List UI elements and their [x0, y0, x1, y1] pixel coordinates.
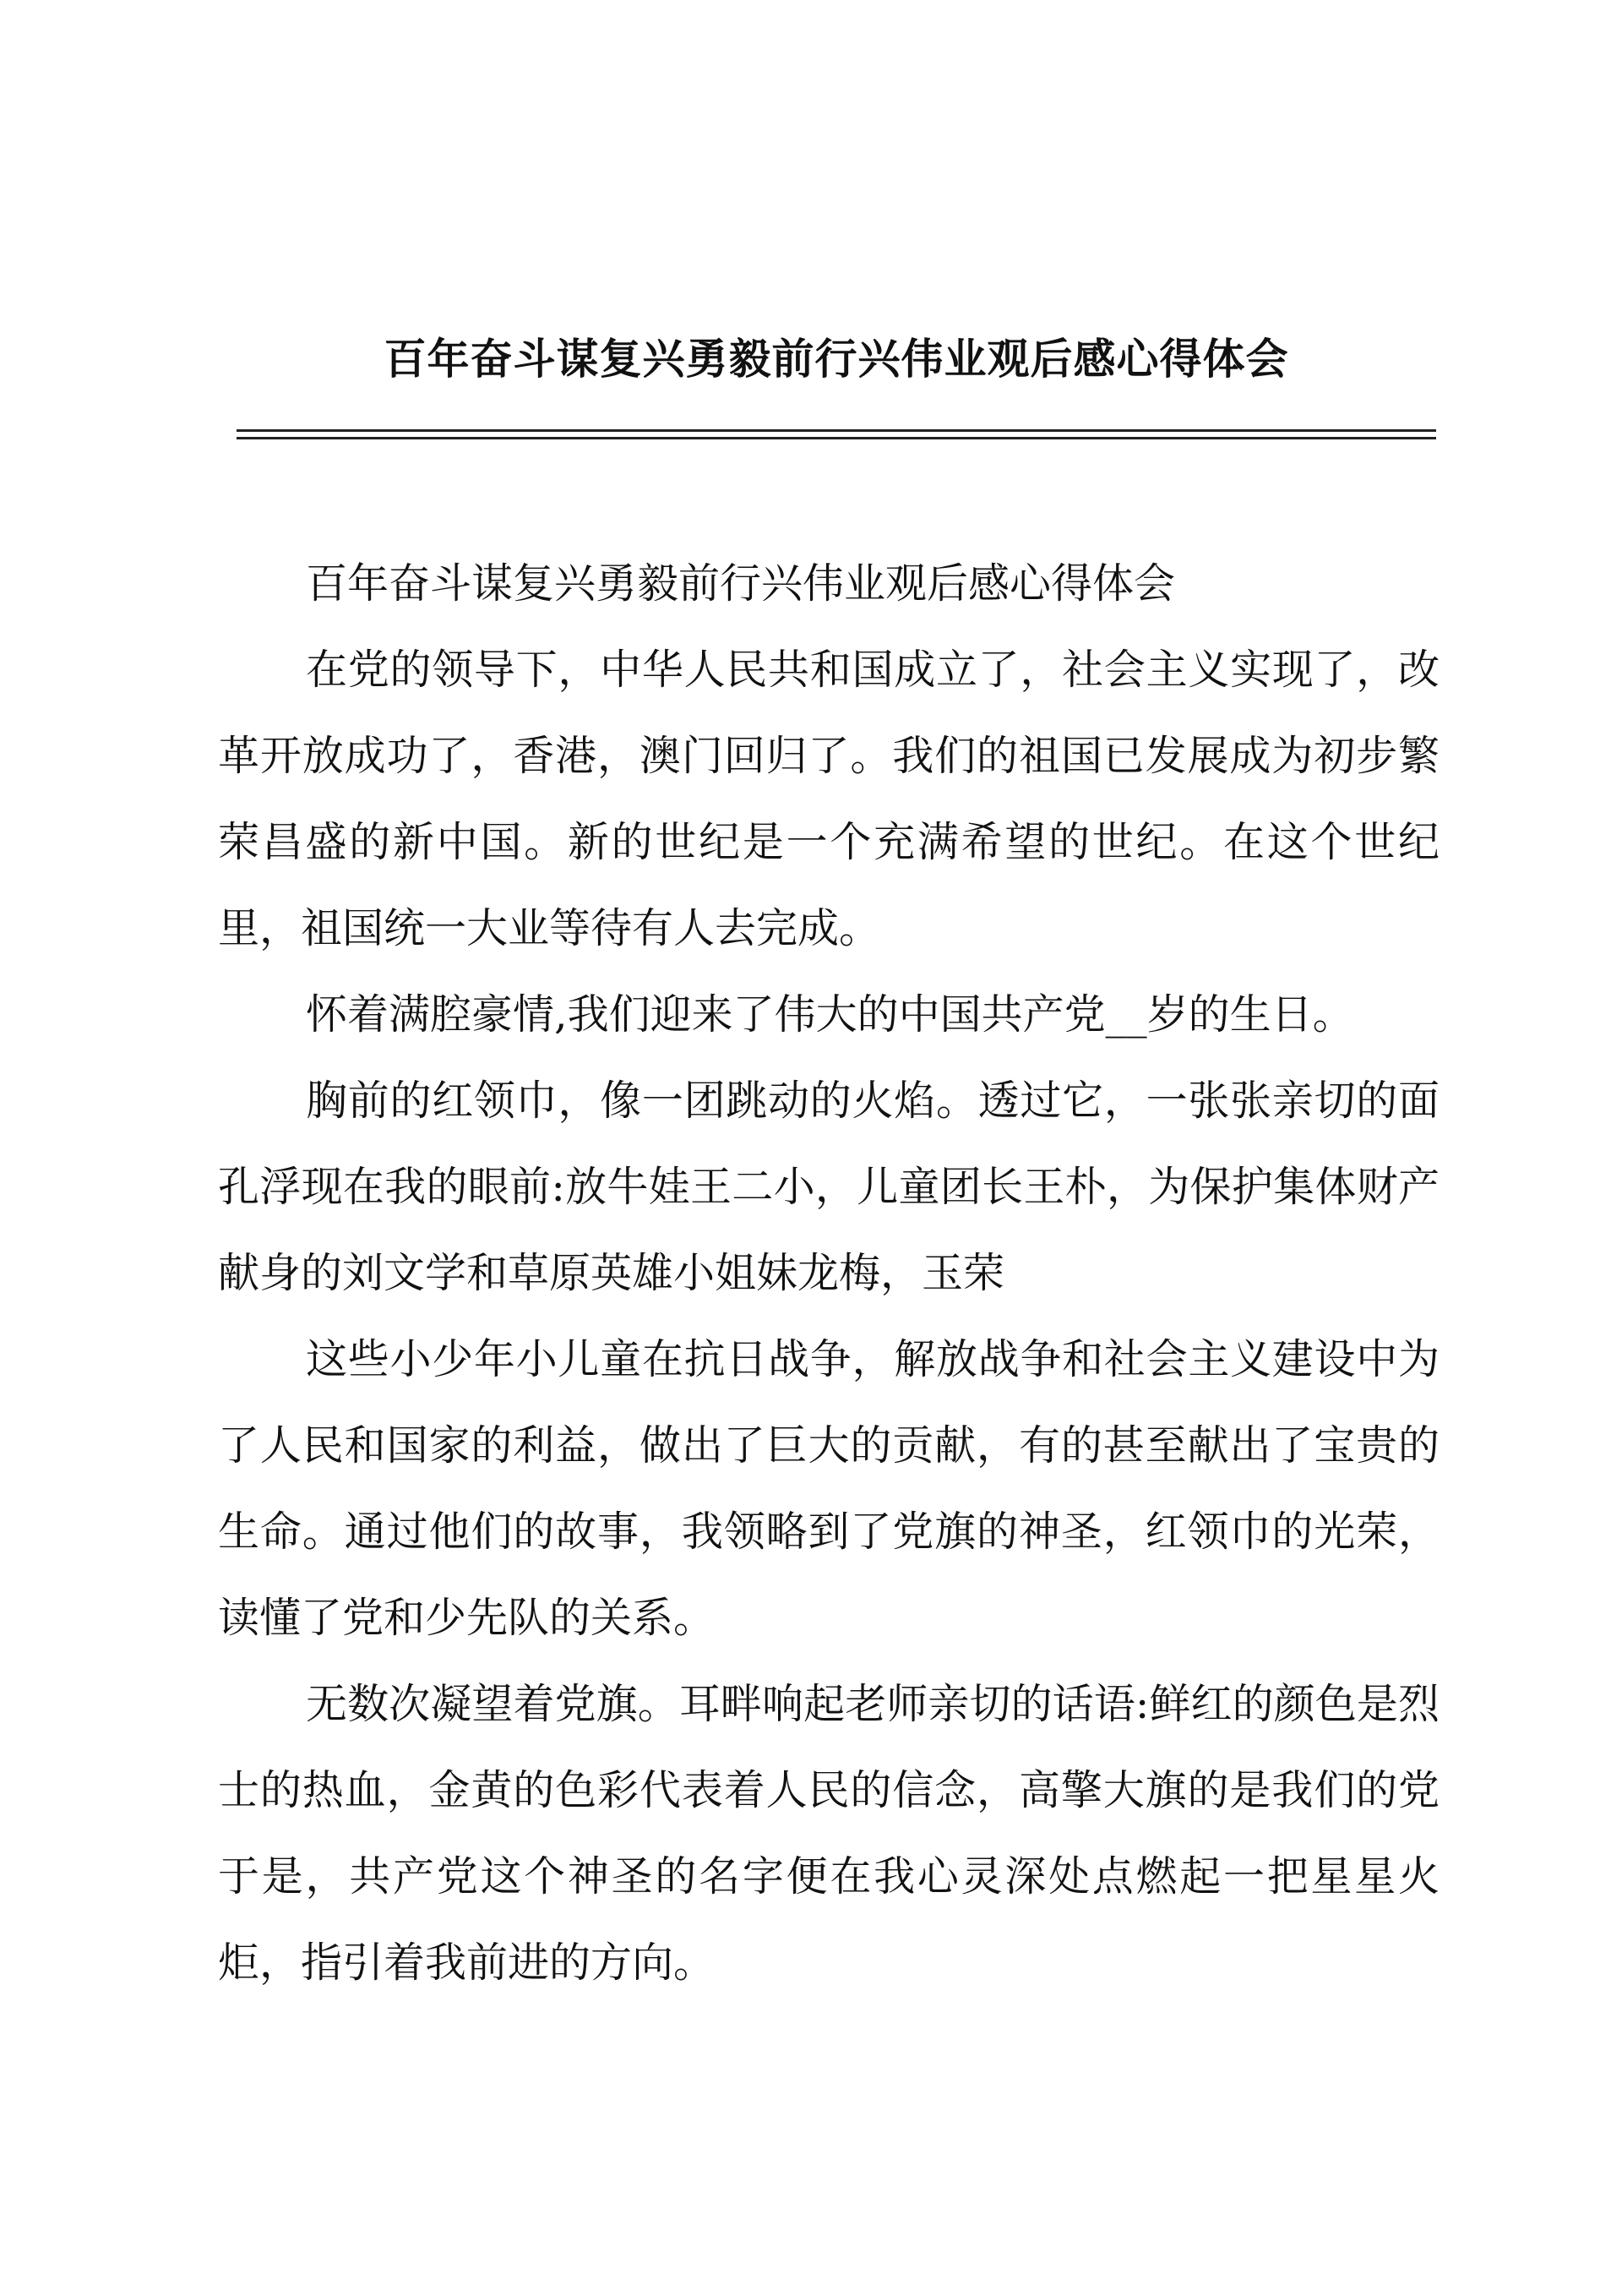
document-title: 百年奋斗谋复兴勇毅前行兴伟业观后感心得体会 [384, 334, 1289, 384]
body-paragraph-heading: 百年奋斗谋复兴勇毅前行兴伟业观后感心得体会 [306, 559, 1176, 608]
body-paragraph: 胸前的红领巾，像一团跳动的火焰。透过它，一张张亲切的面孔浮现在我的眼前:放牛娃王二小，儿童团长王朴，为保护集体财产献身的刘文学和草原英雄小姐妹龙梅，玉荣 [218, 1077, 1440, 1297]
body-paragraph: 怀着满腔豪情,我们迎来了伟大的中国共产党__岁的生日。 [306, 990, 1354, 1039]
body-paragraph: 在党的领导下，中华人民共和国成立了，社会主义实现了，改革开放成功了，香港，澳门回归了。我们的祖国已发展成为初步繁荣昌盛的新中国。新的世纪是一个充满希望的世纪。在这个世纪里，祖国统一大业等待有人去完成。 [218, 646, 1440, 952]
body-paragraph: 无数次凝望着党旗。耳畔响起老师亲切的话语:鲜红的颜色是烈士的热血，金黄的色彩代表着人民的信念，高擎大旗的是我们的党于是，共产党这个神圣的名字便在我心灵深处点燃起一把星星火炬，指引着我前进的方向。 [218, 1680, 1440, 1987]
title-double-rule [237, 429, 1436, 439]
body-paragraph: 这些小少年小儿童在抗日战争，解放战争和社会主义建设中为了人民和国家的利益，做出了巨大的贡献，有的甚至献出了宝贵的生命。通过他们的故事，我领略到了党旗的神圣，红领巾的光荣，读懂了党和少先队的关系。 [218, 1335, 1440, 1642]
document-body [218, 541, 1440, 2006]
